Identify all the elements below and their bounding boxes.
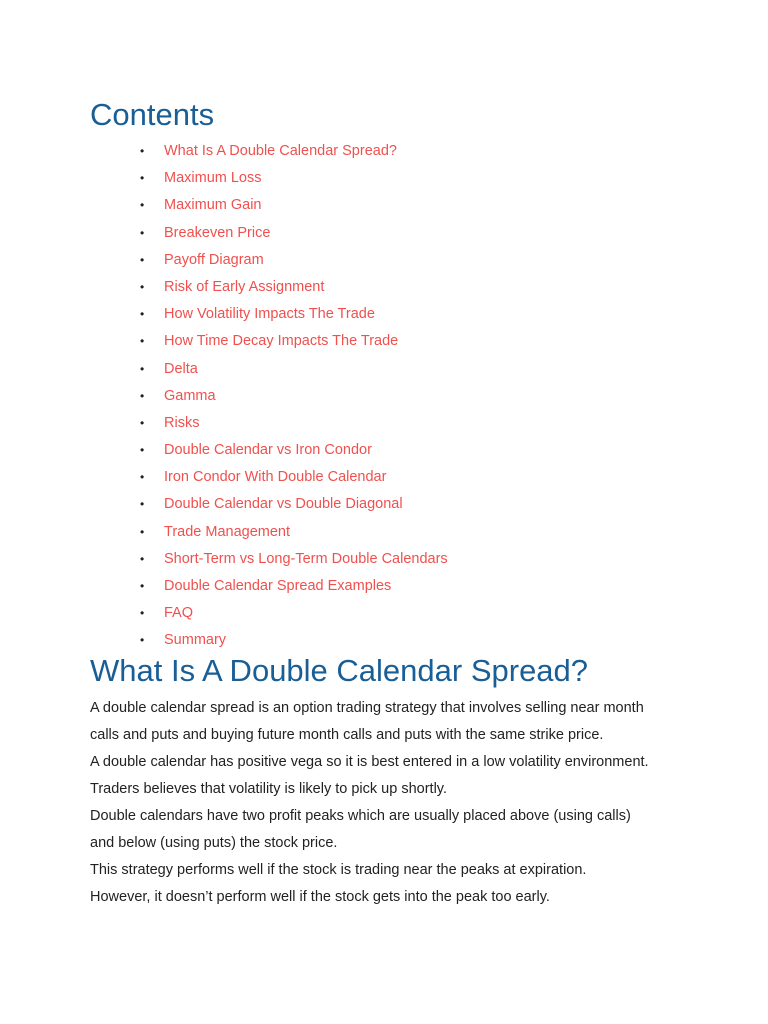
body-line: calls and puts and buying future month calls and puts with the same strike price. bbox=[90, 727, 604, 743]
toc-link-breakeven-price[interactable]: Breakeven Price bbox=[164, 224, 271, 241]
bullet-icon: • bbox=[140, 225, 145, 240]
bullet-icon: • bbox=[140, 198, 145, 213]
toc-link-payoff-diagram[interactable]: Payoff Diagram bbox=[164, 251, 264, 268]
bullet-icon: • bbox=[140, 144, 145, 158]
body-line: and below (using puts) the stock price. bbox=[90, 835, 338, 851]
bullet-icon: • bbox=[140, 279, 145, 294]
section-heading: What Is A Double Calendar Spread? bbox=[90, 653, 589, 688]
toc-link-maximum-gain[interactable]: Maximum Gain bbox=[164, 197, 262, 214]
toc-link-iron-condor-with[interactable]: Iron Condor With Double Calendar bbox=[164, 469, 387, 486]
contents-heading: Contents bbox=[90, 97, 215, 132]
bullet-icon: • bbox=[140, 334, 145, 349]
toc-link-vs-iron-condor[interactable]: Double Calendar vs Iron Condor bbox=[164, 442, 372, 459]
bullet-icon: • bbox=[140, 361, 145, 376]
bullet-icon: • bbox=[140, 551, 145, 566]
bullet-icon: • bbox=[140, 497, 145, 512]
toc-link-delta[interactable]: Delta bbox=[164, 360, 198, 377]
bullet-icon: • bbox=[140, 524, 145, 539]
bullet-icon: • bbox=[140, 606, 145, 621]
toc-link-examples[interactable]: Double Calendar Spread Examples bbox=[164, 578, 392, 594]
toc-link-summary[interactable]: Summary bbox=[164, 632, 227, 649]
toc-link-faq[interactable]: FAQ bbox=[164, 605, 194, 622]
bullet-icon: • bbox=[140, 443, 145, 458]
body-line: A double calendar has positive vega so it is best entered in a low volatility environment. bbox=[90, 754, 649, 770]
toc-link-time-decay[interactable]: How Time Decay Impacts The Trade bbox=[164, 333, 399, 350]
bullet-icon: • bbox=[140, 171, 145, 186]
bullet-icon: • bbox=[140, 252, 145, 267]
bullet-icon: • bbox=[140, 307, 145, 322]
toc-link-early-assignment[interactable]: Risk of Early Assignment bbox=[164, 278, 325, 295]
toc-link-volatility[interactable]: How Volatility Impacts The Trade bbox=[164, 306, 375, 323]
bullet-icon: • bbox=[140, 388, 145, 403]
toc-link-vs-double-diagonal[interactable]: Double Calendar vs Double Diagonal bbox=[164, 496, 403, 513]
body-line: However, it doesn’t perform well if the stock gets into the peak too early. bbox=[90, 889, 550, 905]
toc-link-short-vs-long[interactable]: Short-Term vs Long-Term Double Calendars bbox=[164, 550, 448, 567]
toc-link-maximum-loss[interactable]: Maximum Loss bbox=[164, 170, 262, 187]
toc-link-risks[interactable]: Risks bbox=[164, 414, 200, 431]
body-line: This strategy performs well if the stock is trading near the peaks at expiration. bbox=[90, 862, 587, 878]
bullet-icon: • bbox=[140, 633, 145, 648]
body-line: A double calendar spread is an option trading strategy that involves selling near month bbox=[90, 700, 644, 716]
toc-link-what-is[interactable]: What Is A Double Calendar Spread? bbox=[164, 143, 397, 159]
bullet-icon: • bbox=[140, 415, 145, 430]
bullet-icon: • bbox=[140, 470, 145, 485]
toc-link-trade-management[interactable]: Trade Management bbox=[164, 523, 291, 540]
bullet-icon: • bbox=[140, 579, 145, 593]
body-line: Double calendars have two profit peaks which are usually placed above (using calls) bbox=[90, 808, 631, 824]
body-line: Traders believes that volatility is likely to pick up shortly. bbox=[90, 781, 447, 797]
section-body bbox=[90, 695, 700, 911]
toc-link-gamma[interactable]: Gamma bbox=[164, 387, 216, 404]
